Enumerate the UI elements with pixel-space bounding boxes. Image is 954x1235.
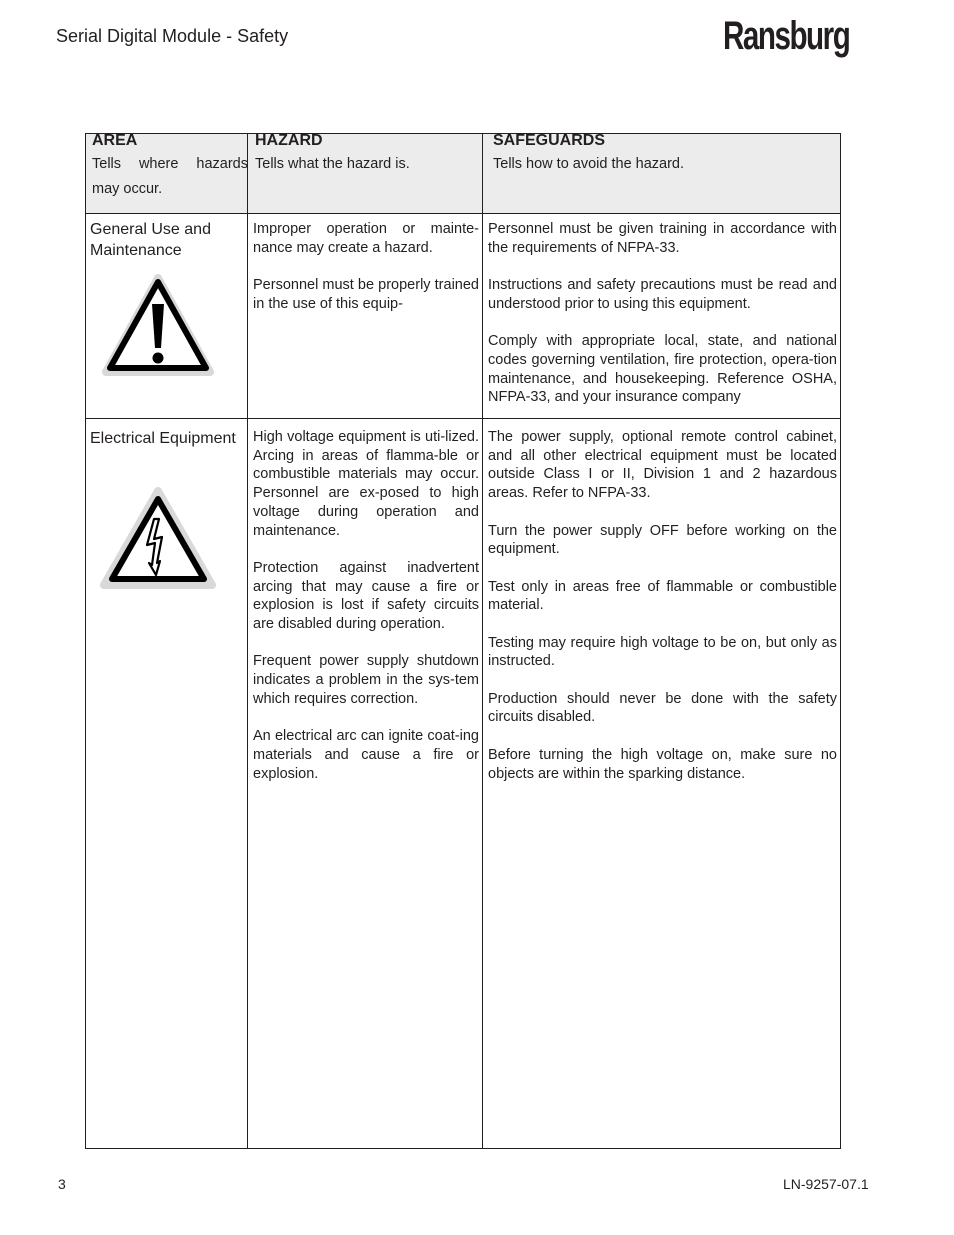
column-header-description: Tells how to avoid the hazard. xyxy=(493,156,685,172)
safeguard-paragraph: Before turning the high voltage on, make sure no objects are within the sparking distance. xyxy=(488,746,837,782)
column-header-label: AREA xyxy=(92,132,138,149)
safeguard-paragraph: Production should never be done with the safety circuits disabled. xyxy=(488,690,837,726)
row-divider xyxy=(86,418,840,419)
safeguard-paragraph: Comply with appropriate local, state, and national codes governing ventilation, fire protection, opera-tion maintenance, and housekeeping. Reference OSHA, NFPA-33, and your insurance company xyxy=(488,333,837,406)
column-header-label: SAFEGUARDS xyxy=(493,132,606,149)
document-number: LN-9257-07.1 xyxy=(783,1176,869,1192)
table-row-electrical-safeguards xyxy=(488,428,837,802)
page-number: 3 xyxy=(58,1176,66,1192)
column-divider xyxy=(482,134,483,1148)
column-header-hazard xyxy=(255,134,479,177)
table-row-general-use-area xyxy=(90,220,240,261)
table-row-electrical-hazard xyxy=(253,428,479,802)
column-header-safeguards xyxy=(493,134,833,177)
column-header-label: HAZARD xyxy=(255,132,323,149)
hazard-paragraph: Frequent power supply shutdown indicates a problem in the sys-tem which requires correction. xyxy=(253,653,479,707)
hazard-paragraph: Improper operation or mainte-nance may create a hazard. xyxy=(253,221,479,256)
hazard-paragraph: High voltage equipment is uti-lized. Arcing in areas of flamma-ble or combustible materials may occur. Personnel are ex-posed to high voltage during operation and maintenance. xyxy=(253,429,479,539)
table-row-general-use-hazard xyxy=(253,220,479,416)
hazard-paragraph: Protection against inadvertent arcing that may cause a fire or explosion is lost if safety circuits are disabled during operation. xyxy=(253,559,479,633)
column-divider xyxy=(247,134,248,1148)
hazard-paragraph: Personnel must be properly trained in the use of this equip- xyxy=(253,277,479,312)
warning-exclamation-icon xyxy=(100,272,216,387)
safeguard-paragraph: Instructions and safety precautions must be read and understood prior to using this equipment. xyxy=(488,277,837,312)
safety-table xyxy=(85,133,841,1149)
table-row-electrical-area xyxy=(90,429,240,450)
safeguard-paragraph: Testing may require high voltage to be on, but only as instructed. xyxy=(488,634,837,670)
column-header-area xyxy=(92,134,248,202)
high-voltage-warning-icon xyxy=(100,487,216,596)
row-divider xyxy=(86,213,840,214)
safeguard-paragraph: Test only in areas free of flammable or combustible material. xyxy=(488,578,837,614)
safeguard-paragraph: The power supply, optional remote control cabinet, and all other electrical equipment must be located outside Class I or II, Division 1 and 2 hazardous areas. Refer to NFPA-33. xyxy=(488,429,837,502)
brand-logo: Ransburg xyxy=(723,14,850,58)
safeguard-paragraph: Turn the power supply OFF before working on the equipment. xyxy=(488,522,837,558)
column-header-description: Tells what the hazard is. xyxy=(255,156,410,172)
hazard-paragraph: An electrical arc can ignite coat-ing materials and cause a fire or explosion. xyxy=(253,728,479,782)
safeguard-paragraph: Personnel must be given training in accordance with the requirements of NFPA-33. xyxy=(488,221,837,256)
table-row-general-use-safeguards xyxy=(488,220,837,416)
column-header-description: Tells where hazards may occur. xyxy=(92,156,248,197)
area-label: Electrical Equipment xyxy=(90,430,236,447)
page-header-title: Serial Digital Module - Safety xyxy=(56,26,289,46)
area-label: General Use and Maintenance xyxy=(90,221,211,259)
